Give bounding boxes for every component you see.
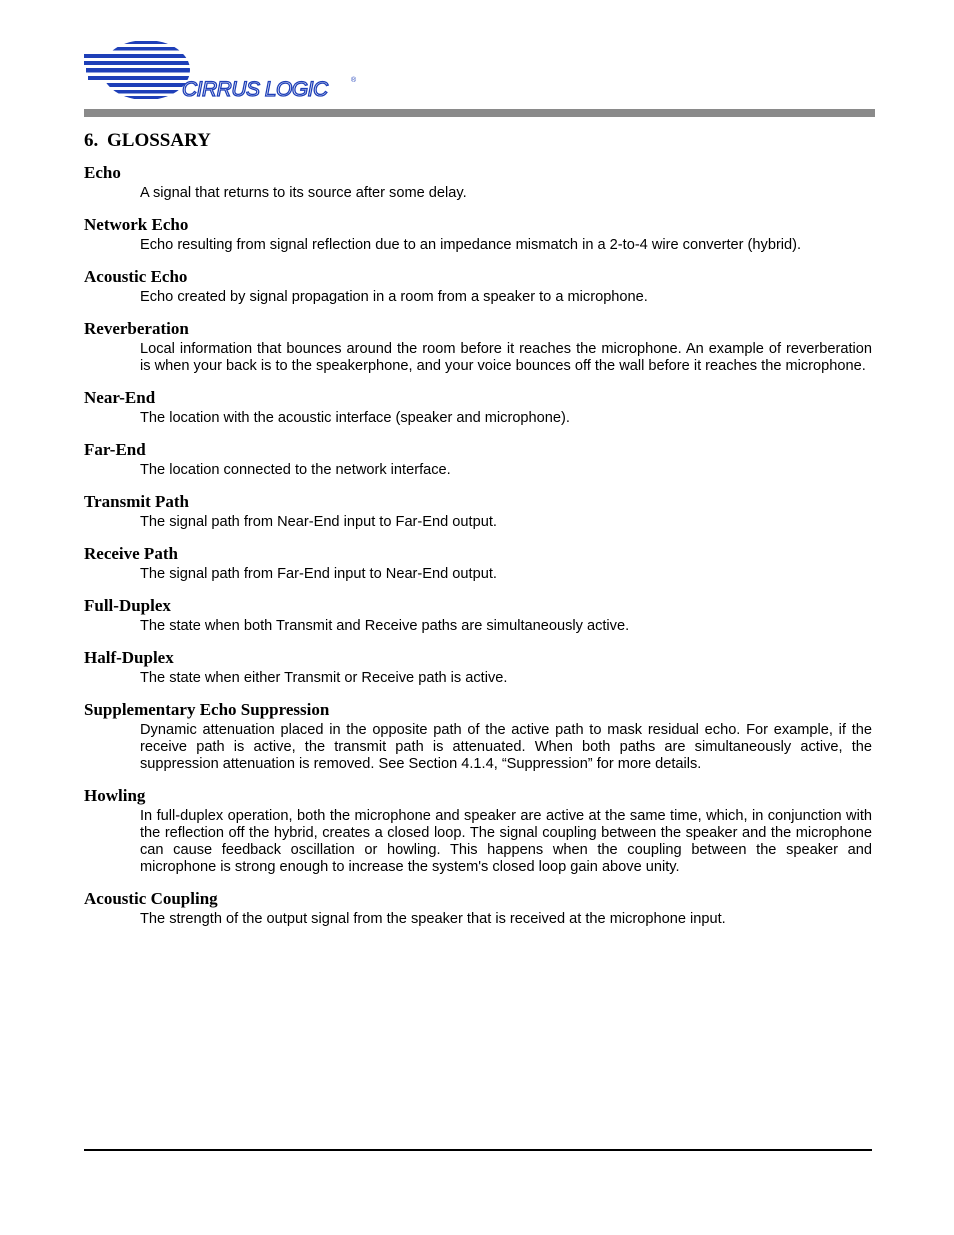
glossary-term: Far-End: [84, 440, 146, 459]
glossary-entry: [84, 440, 872, 479]
glossary-entry: [84, 648, 872, 687]
glossary-definition: The location with the acoustic interface (speaker and microphone).: [140, 410, 570, 426]
footer-rule: [84, 1149, 872, 1151]
section-number: 6.: [84, 130, 99, 151]
glossary-list: [84, 163, 872, 941]
glossary-term: Supplementary Echo Suppression: [84, 700, 330, 719]
glossary-term: Transmit Path: [84, 492, 189, 511]
glossary-entry: [84, 319, 872, 375]
section-heading: GLOSSARY: [107, 130, 211, 151]
glossary-definition: Local information that bounces around the room before it reaches the microphone. An example of reverberation is when your back is to the speakerphone, and your voice bounces off the wall before it reaches the microphone.: [140, 341, 872, 374]
glossary-definition: The state when both Transmit and Receive paths are simultaneously active.: [140, 618, 630, 634]
glossary-definition: Echo resulting from signal reflection due to an impedance mismatch in a 2-to-4 wire converter (hybrid).: [140, 237, 802, 253]
glossary-term: Acoustic Coupling: [84, 889, 218, 908]
glossary-entry: [84, 267, 872, 306]
glossary-definition: The location connected to the network interface.: [140, 462, 451, 478]
cirrus-logic-logo: [84, 38, 364, 102]
glossary-term: Full-Duplex: [84, 596, 171, 615]
glossary-term: Half-Duplex: [84, 648, 174, 667]
logo-wordmark: CIRRUS LOGIC: [182, 78, 328, 101]
glossary-entry: [84, 700, 872, 773]
glossary-term: Howling: [84, 786, 146, 805]
glossary-definition: The state when either Transmit or Receive path is active.: [140, 670, 508, 686]
glossary-entry: [84, 596, 872, 635]
section-title: [84, 130, 211, 152]
glossary-term: Echo: [84, 163, 121, 182]
glossary-entry: [84, 786, 872, 876]
glossary-definition: A signal that returns to its source after some delay.: [140, 185, 467, 201]
glossary-term: Network Echo: [84, 215, 189, 234]
glossary-term: Receive Path: [84, 544, 178, 563]
glossary-entry: [84, 215, 872, 254]
glossary-definition: The strength of the output signal from the speaker that is received at the microphone input.: [140, 911, 726, 927]
glossary-entry: [84, 492, 872, 531]
glossary-definition: The signal path from Far-End input to Near-End output.: [140, 566, 497, 582]
glossary-entry: [84, 889, 872, 928]
glossary-definition: The signal path from Near-End input to Far-End output.: [140, 514, 497, 530]
glossary-entry: [84, 388, 872, 427]
glossary-term: Reverberation: [84, 319, 189, 338]
glossary-term: Acoustic Echo: [84, 267, 188, 286]
glossary-entry: [84, 163, 872, 202]
glossary-term: Near-End: [84, 388, 156, 407]
glossary-definition: In full-duplex operation, both the microphone and speaker are active at the same time, which, in conjunction with the reflection off the hybrid, creates a closed loop. The signal coupling between the speaker and the microphone can cause feedback oscillation or howling. This happens when the coupling between the speaker and microphone is strong enough to increase the system's closed loop gain above unity.: [140, 808, 872, 875]
glossary-entry: [84, 544, 872, 583]
registered-mark: ®: [351, 77, 357, 84]
header-rule: [84, 109, 875, 117]
glossary-definition: Echo created by signal propagation in a room from a speaker to a microphone.: [140, 289, 648, 305]
glossary-definition: Dynamic attenuation placed in the opposite path of the active path to mask residual echo. For example, if the receive path is active, the transmit path is attenuated. When both paths are simultaneously active, the suppression attenuation is removed. See Section 4.1.4, “Suppression” for more details.: [140, 722, 872, 772]
